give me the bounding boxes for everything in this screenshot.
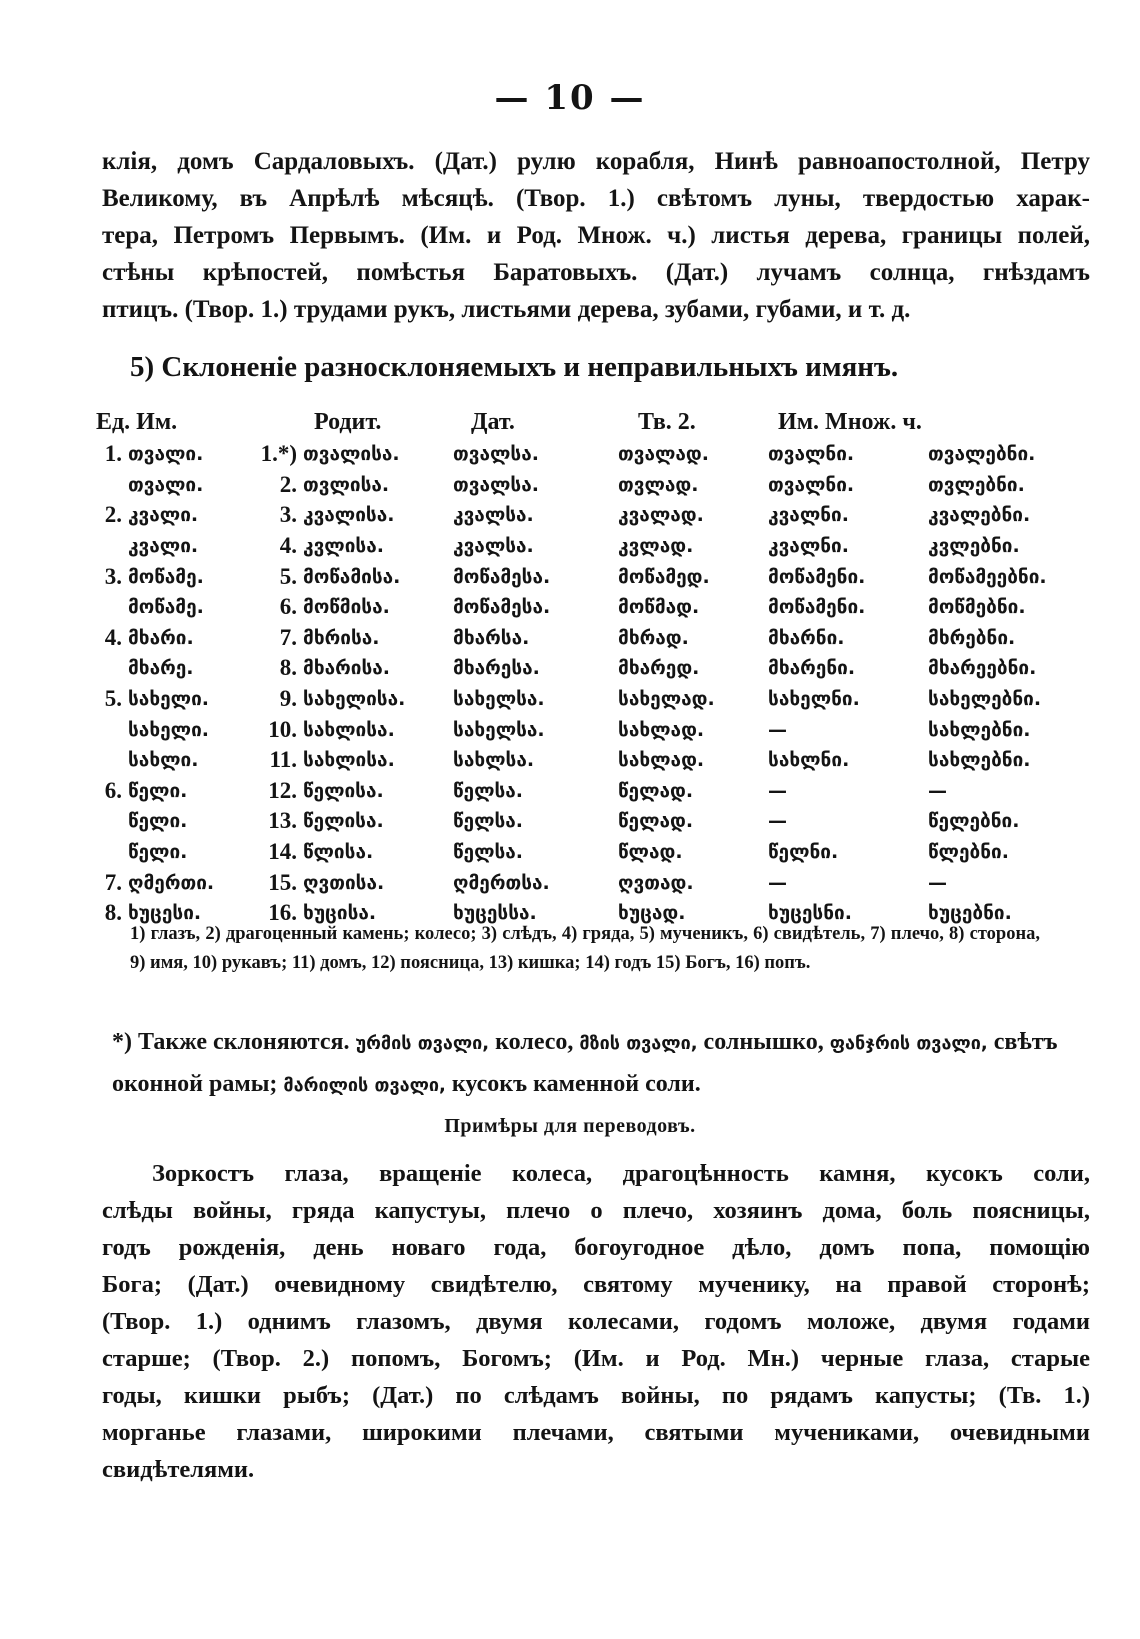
- nominative-singular: სახელი.: [128, 718, 209, 741]
- nominative-plural: მხარენი.: [768, 657, 856, 680]
- dative: სახლსა.: [453, 749, 535, 772]
- genitive: ღვთისა.: [303, 871, 385, 894]
- dative: კვალსა.: [453, 535, 534, 558]
- form-number: 15.: [268, 869, 298, 895]
- table-row: [96, 837, 1086, 868]
- plural-variant: სახელებნი.: [928, 688, 1042, 711]
- nominative-plural: —: [768, 871, 788, 894]
- plural-variant: მხარეებნი.: [928, 657, 1037, 680]
- table-header-row: [96, 405, 1086, 439]
- examples-line: слѣды войны, гряда капустуы, плечо о плечо, хозяинъ дома, боль поясницы,: [102, 1197, 1090, 1224]
- genitive: თვლისა.: [303, 473, 390, 496]
- table-row: [96, 592, 1086, 623]
- dative: ღმერთსა.: [453, 871, 550, 894]
- georgian-phrase: მარილის თვალი,: [283, 1075, 446, 1096]
- footnote-text: солнышко,: [703, 1029, 824, 1055]
- col-header-nominative: Ед. Им.: [96, 408, 178, 435]
- form-number: 6.: [279, 594, 298, 620]
- table-row: [96, 714, 1086, 745]
- instrumental-2: წელად.: [618, 810, 694, 833]
- plural-variant: თვალებნი.: [928, 443, 1036, 466]
- nominative-plural: მოწამენი.: [768, 596, 866, 619]
- section-heading: 5) Склоненіе разносклоняемыхъ и неправильныхъ имянъ.: [130, 351, 899, 383]
- instrumental-2: კვალად.: [618, 504, 704, 527]
- instrumental-2: წელად.: [618, 779, 694, 802]
- plural-variant: ხუცებნი.: [928, 902, 1012, 925]
- nominative-plural: კვალნი.: [768, 535, 849, 558]
- nominative-singular: მხარი.: [128, 626, 194, 649]
- row-number: 1.: [104, 441, 122, 467]
- instrumental-2: ღვთად.: [618, 871, 694, 894]
- page-number: — 10 —: [494, 78, 646, 118]
- nominative-singular: სახლი.: [128, 749, 199, 772]
- form-number: 3.: [279, 502, 298, 528]
- table-row: [96, 500, 1086, 531]
- dative: სახელსა.: [453, 718, 545, 741]
- instrumental-2: თვლად.: [618, 473, 699, 496]
- plural-variant: მოწმებნი.: [928, 596, 1026, 619]
- nominative-singular: წელი.: [128, 810, 188, 833]
- col-header-dative: Дат.: [471, 408, 515, 435]
- nominative-singular: სახელი.: [128, 688, 209, 711]
- nominative-singular: კვალი.: [128, 535, 199, 558]
- instrumental-2: სახლად.: [618, 749, 705, 772]
- col-header-instrumental: Тв. 2.: [638, 408, 696, 435]
- examples-line: свидѣтелями.: [102, 1456, 255, 1483]
- dative: კვალსა.: [453, 504, 534, 527]
- genitive: სახლისა.: [303, 718, 395, 741]
- form-number: 4.: [279, 533, 298, 559]
- plural-variant: წელებნი.: [928, 810, 1020, 833]
- genitive: თვალისა.: [303, 443, 400, 466]
- intro-line: клія, домъ Сардаловыхъ. (Дат.) рулю корабля, Нинѣ равноапостолной, Петру: [102, 148, 1090, 175]
- form-number: 12.: [268, 777, 298, 803]
- genitive: კვლისა.: [303, 535, 384, 558]
- footnote-text: *) Также склоняются.: [112, 1029, 350, 1055]
- examples-line: Зоркостъ глаза, вращеніе колеса, драгоцѣнность камня, кусокъ соли,: [152, 1160, 1090, 1187]
- nominative-singular: ხუცესი.: [128, 902, 202, 925]
- examples-line: годъ рожденія, день новаго года, богоугодное дѣло, домъ попа, помощію: [102, 1234, 1090, 1261]
- nominative-singular: თვალი.: [128, 443, 204, 466]
- glossary-notes: 1) глазъ, 2) драгоценный камень; колесо; 3) слѣдъ, 4) гряда, 5) мученикъ, 6) свидѣтель, 7) плечо, 8) сторона, 9) имя, 10) рукавъ; 11) домъ, 12) поясница, 13) кишка; 14) годъ 15) Богъ, 16) попъ.: [130, 924, 1040, 973]
- genitive: მოწამისა.: [303, 565, 401, 588]
- nominative-plural: კვალნი.: [768, 504, 849, 527]
- instrumental-2: სახლად.: [618, 718, 705, 741]
- dative: მოწამესა.: [453, 596, 551, 619]
- dative: მოწამესა.: [453, 565, 551, 588]
- georgian-phrase: ფანჯრის თვალი,: [829, 1033, 988, 1054]
- examples-heading: Примѣры для переводовъ.: [444, 1115, 696, 1137]
- nominative-plural: სახელნი.: [768, 688, 860, 711]
- intro-line: стѣны крѣпостей, помѣстья Баратовыхъ. (Дат.) лучамъ солнца, гнѣздамъ: [102, 259, 1090, 286]
- nominative-singular: მოწამე.: [128, 565, 204, 588]
- nominative-plural: წელნი.: [768, 841, 839, 864]
- dative: მხარესა.: [453, 657, 540, 680]
- instrumental-2: კვლად.: [618, 535, 694, 558]
- table-row: [96, 561, 1086, 592]
- genitive: წელისა.: [303, 810, 384, 833]
- nominative-singular: ღმერთი.: [128, 871, 215, 894]
- row-number: 7.: [104, 869, 122, 895]
- plural-variant: სახლებნი.: [928, 749, 1031, 772]
- instrumental-2: თვალად.: [618, 443, 710, 466]
- form-number: 2.: [279, 471, 298, 497]
- form-number: 10.: [268, 716, 298, 742]
- genitive: წლისა.: [303, 841, 374, 864]
- form-number: 16.: [268, 900, 298, 926]
- form-number: 1.*): [260, 441, 298, 467]
- row-number: 5.: [104, 686, 122, 712]
- nominative-singular: მოწამე.: [128, 596, 204, 619]
- footnote-text: кусокъ каменной соли.: [451, 1071, 701, 1097]
- examples-line: годы, кишки рыбъ; (Дат.) по слѣдамъ войны, по рядамъ капусты; (Тв. 1.): [102, 1382, 1090, 1409]
- instrumental-2: სახელად.: [618, 688, 715, 711]
- examples-line: (Твор. 1.) однимъ глазомъ, двумя колесами, годомъ моложе, двумя годами: [102, 1308, 1090, 1335]
- nominative-singular: თვალი.: [128, 473, 204, 496]
- table-row: [96, 867, 1086, 898]
- examples-paragraph: [102, 1155, 1090, 1488]
- plural-variant: მხრებნი.: [928, 626, 1016, 649]
- row-number: [96, 837, 128, 868]
- examples-line: морганье глазами, широкими плечами, святыми мучениками, очевидными: [102, 1419, 1090, 1446]
- form-number: 5.: [279, 563, 298, 589]
- nominative-plural: მხარნი.: [768, 626, 845, 649]
- plural-variant: სახლებნი.: [928, 718, 1031, 741]
- table-row: [96, 653, 1086, 684]
- row-number: 2.: [104, 502, 122, 528]
- row-number: [96, 592, 128, 623]
- row-number: 4.: [104, 624, 122, 650]
- instrumental-2: მოწამედ.: [618, 565, 710, 588]
- row-number: [96, 714, 128, 745]
- genitive: მოწმისა.: [303, 596, 390, 619]
- genitive: წელისა.: [303, 779, 384, 802]
- nominative-plural: —: [768, 718, 788, 741]
- table-row: [96, 806, 1086, 837]
- instrumental-2: მხრად.: [618, 626, 689, 649]
- instrumental-2: მხარედ.: [618, 657, 700, 680]
- dative: თვალსა.: [453, 443, 539, 466]
- col-header-plural: Им. Множ. ч.: [778, 408, 922, 435]
- col-header-genitive: Родит.: [314, 408, 382, 435]
- dative: წელსა.: [453, 810, 524, 833]
- form-number: 7.: [279, 624, 298, 650]
- plural-variant: კვლებნი.: [928, 535, 1020, 558]
- table-row: [96, 470, 1086, 501]
- table-row: [96, 439, 1086, 470]
- row-number: [96, 806, 128, 837]
- instrumental-2: ხუცად.: [618, 902, 686, 925]
- genitive: მხრისა.: [303, 626, 380, 649]
- genitive: მხარისა.: [303, 657, 391, 680]
- georgian-phrase: ურმის თვალი,: [355, 1033, 490, 1054]
- dative: თვალსა.: [453, 473, 539, 496]
- form-number: 9.: [279, 686, 298, 712]
- nominative-singular: წელი.: [128, 841, 188, 864]
- dative: მხარსა.: [453, 626, 530, 649]
- row-number: 6.: [104, 777, 122, 803]
- declension-table: [96, 405, 1086, 929]
- dative: წელსა.: [453, 841, 524, 864]
- footnote: [112, 1022, 1090, 1106]
- form-number: 13.: [268, 808, 298, 834]
- plural-variant: მოწამეებნი.: [928, 565, 1047, 588]
- plural-variant: წლებნი.: [928, 841, 1009, 864]
- nominative-singular: წელი.: [128, 779, 188, 802]
- intro-paragraph: [102, 143, 1090, 328]
- table-row: [96, 531, 1086, 562]
- form-number: 14.: [268, 839, 298, 865]
- examples-line: Бога; (Дат.) очевидному свидѣтелю, святому мученику, на правой сторонѣ;: [102, 1271, 1090, 1298]
- table-row: [96, 776, 1086, 807]
- table-row: [96, 684, 1086, 715]
- nominative-plural: ხუცესნი.: [768, 902, 852, 925]
- form-number: 8.: [279, 655, 298, 681]
- form-number: 11.: [269, 747, 298, 773]
- plural-variant: კვალებნი.: [928, 504, 1031, 527]
- genitive: სახელისა.: [303, 688, 406, 711]
- footnote-text: свѣтъ оконной рамы;: [112, 1029, 1058, 1097]
- intro-line: Великому, въ Апрѣлѣ мѣсяцѣ. (Твор. 1.) свѣтомъ луны, твердостью харак-: [102, 185, 1090, 212]
- footnote-text: колесо,: [495, 1029, 574, 1055]
- instrumental-2: მოწმად.: [618, 596, 700, 619]
- nominative-singular: მხარე.: [128, 657, 194, 680]
- plural-variant: თვლებნი.: [928, 473, 1025, 496]
- genitive: ხუცისა.: [303, 902, 377, 925]
- row-number: [96, 531, 128, 562]
- nominative-plural: მოწამენი.: [768, 565, 866, 588]
- plural-variant: —: [928, 779, 948, 802]
- nominative-plural: თვალნი.: [768, 443, 855, 466]
- row-number: [96, 470, 128, 501]
- table-row: [96, 745, 1086, 776]
- nominative-plural: —: [768, 779, 788, 802]
- nominative-singular: კვალი.: [128, 504, 199, 527]
- examples-line: старше; (Твор. 2.) попомъ, Богомъ; (Им. и Род. Мн.) черные глаза, старые: [102, 1345, 1090, 1372]
- plural-variant: —: [928, 871, 948, 894]
- dative: ხუცესსა.: [453, 902, 537, 925]
- table-row: [96, 623, 1086, 654]
- row-number: 8.: [104, 900, 122, 926]
- instrumental-2: წლად.: [618, 841, 683, 864]
- nominative-plural: თვალნი.: [768, 473, 855, 496]
- intro-line: тера, Петромъ Первымъ. (Им. и Род. Множ. ч.) листья дерева, границы полей,: [102, 222, 1090, 249]
- intro-line: птицъ. (Твор. 1.) трудами рукъ, листьями дерева, зубами, губами, и т. д.: [102, 296, 911, 323]
- georgian-phrase: მზის თვალი,: [579, 1033, 698, 1054]
- genitive: სახლისა.: [303, 749, 395, 772]
- genitive: კვალისა.: [303, 504, 395, 527]
- row-number: 3.: [104, 563, 122, 589]
- row-number: [96, 745, 128, 776]
- nominative-plural: —: [768, 810, 788, 833]
- row-number: [96, 653, 128, 684]
- dative: წელსა.: [453, 779, 524, 802]
- dative: სახელსა.: [453, 688, 545, 711]
- nominative-plural: სახლნი.: [768, 749, 850, 772]
